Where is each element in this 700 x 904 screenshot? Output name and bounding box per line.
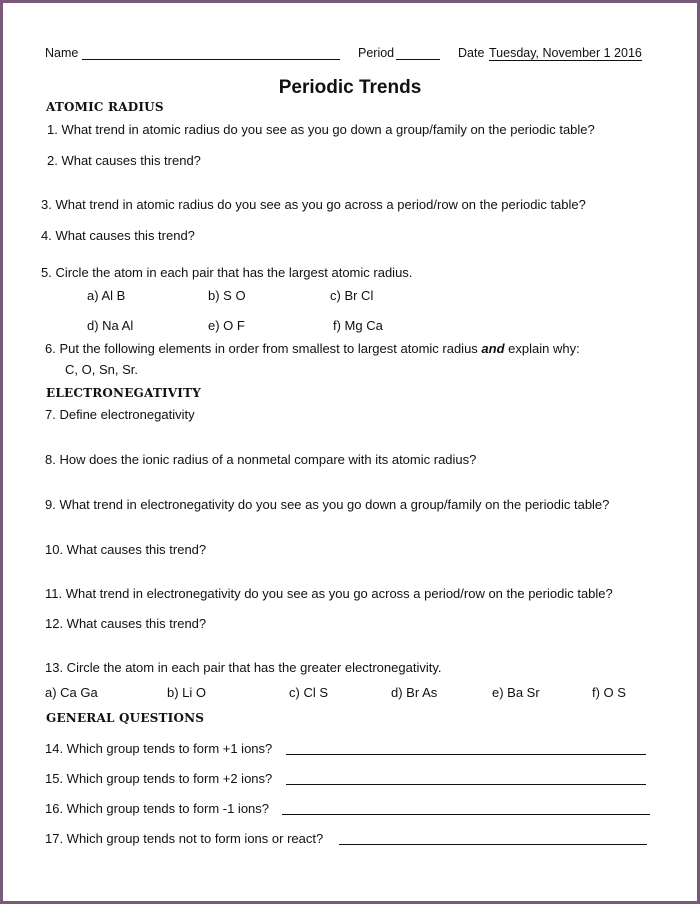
- q13-option-b: b) Li O: [167, 685, 207, 700]
- question-15: 15. Which group tends to form +2 ions?: [45, 771, 273, 786]
- question-4: 4. What causes this trend?: [41, 228, 195, 243]
- date-value: Tuesday, November 1 2016: [489, 46, 642, 60]
- q5-option-c: c) Br Cl: [330, 288, 374, 303]
- q6-emphasis: and: [481, 341, 505, 356]
- question-10: 10. What causes this trend?: [45, 542, 207, 557]
- question-5: 5. Circle the atom in each pair that has the largest atomic radius.: [41, 265, 413, 280]
- period-blank: [396, 59, 440, 60]
- question-13: 13. Circle the atom in each pair that has the greater electronegativity.: [45, 660, 442, 675]
- q16-answer-line: [282, 814, 650, 815]
- section-general-questions: GENERAL QUESTIONS: [46, 711, 205, 725]
- question-16: 16. Which group tends to form -1 ions?: [45, 801, 270, 816]
- q6-element-list: C, O, Sn, Sr.: [65, 362, 138, 377]
- name-blank: [82, 59, 340, 60]
- q5-option-e: e) O F: [208, 318, 245, 333]
- section-electronegativity: ELECTRONEGATIVITY: [46, 386, 202, 400]
- period-label: Period: [358, 46, 395, 60]
- worksheet-page: [3, 3, 697, 901]
- q13-option-a: a) Ca Ga: [45, 685, 98, 700]
- page-title: Periodic Trends: [278, 77, 422, 98]
- q6-text-end: explain why:: [504, 341, 580, 356]
- question-9: 9. What trend in electronegativity do you see as you go down a group/family on the periodic table?: [45, 497, 610, 512]
- q15-answer-line: [286, 784, 646, 785]
- q6-text: 6. Put the following elements in order from smallest to largest atomic radius: [45, 341, 482, 356]
- q5-option-d: d) Na Al: [87, 318, 134, 333]
- question-11: 11. What trend in electronegativity do you see as you go across a period/row on the periodic table?: [45, 586, 613, 601]
- q13-option-d: d) Br As: [391, 685, 438, 700]
- date-label: Date: [458, 46, 485, 60]
- question-12: 12. What causes this trend?: [45, 616, 207, 631]
- question-6: [45, 341, 580, 356]
- q13-option-f: f) O S: [592, 685, 626, 700]
- q5-option-a: a) Al B: [87, 288, 126, 303]
- question-7: 7. Define electronegativity: [45, 407, 195, 422]
- question-8: 8. How does the ionic radius of a nonmetal compare with its atomic radius?: [45, 452, 477, 467]
- name-label: Name: [45, 46, 79, 60]
- question-1: 1. What trend in atomic radius do you see as you go down a group/family on the periodic table?: [47, 122, 595, 137]
- question-3: 3. What trend in atomic radius do you see as you go across a period/row on the periodic table?: [41, 197, 586, 212]
- q13-option-e: e) Ba Sr: [492, 685, 540, 700]
- q5-option-b: b) S O: [208, 288, 246, 303]
- q17-answer-line: [339, 844, 647, 845]
- q14-answer-line: [286, 754, 646, 755]
- question-17: 17. Which group tends not to form ions or react?: [45, 831, 324, 846]
- q5-option-f: f) Mg Ca: [333, 318, 383, 333]
- q13-option-c: c) Cl S: [289, 685, 328, 700]
- section-atomic-radius: ATOMIC RADIUS: [46, 100, 164, 114]
- question-14: 14. Which group tends to form +1 ions?: [45, 741, 273, 756]
- question-2: 2. What causes this trend?: [47, 153, 201, 168]
